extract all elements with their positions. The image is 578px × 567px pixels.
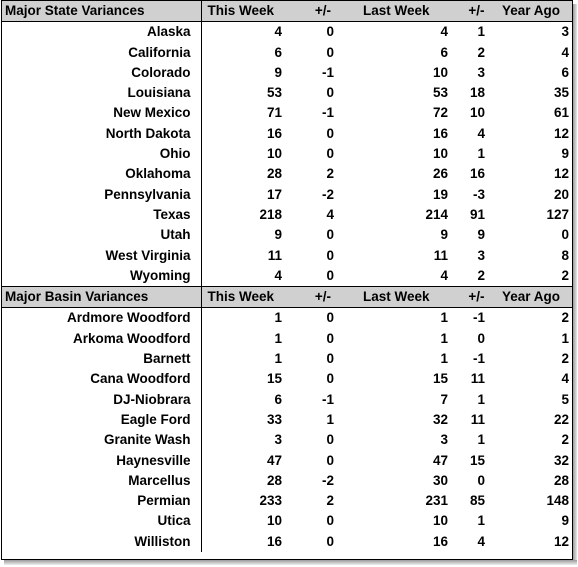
this-week-value: 47 [266, 452, 282, 468]
year-change-value: 11 [470, 411, 485, 427]
this-week-value: 16 [266, 533, 282, 549]
this-week-value: 1 [274, 330, 282, 346]
state-section [2, 1, 572, 287]
state-header-row [2, 1, 572, 22]
state-row [2, 144, 572, 164]
week-change-value: 0 [326, 351, 334, 367]
year-change-value: 18 [469, 85, 485, 101]
basin-header-row [2, 287, 572, 308]
state-row [2, 266, 572, 287]
year-ago-value: 0 [561, 227, 569, 243]
year-change-value: 4 [477, 533, 485, 549]
year-change-value: 1 [477, 513, 485, 529]
week-change-value: 0 [326, 85, 334, 101]
col-header-year-change: +/- [454, 287, 499, 308]
year-change-value: 4 [477, 125, 485, 141]
row-name: Eagle Ford [2, 410, 201, 430]
this-week-value: 10 [266, 513, 282, 529]
row-name: Haynesville [2, 451, 201, 471]
row-name: New Mexico [2, 103, 201, 123]
week-change-value: 1 [326, 411, 334, 427]
rig-count-table-image [1, 0, 573, 560]
year-ago-value: 148 [546, 493, 569, 509]
row-name: Colorado [2, 63, 201, 83]
this-week-value: 28 [266, 472, 282, 488]
basin-row [2, 430, 572, 450]
last-week-value: 10 [432, 513, 448, 529]
last-week-value: 30 [432, 472, 448, 488]
last-week-value: 1 [440, 351, 448, 367]
week-change-value: 0 [326, 310, 334, 326]
col-header-year-ago: Year Ago [499, 287, 572, 308]
row-name: Ardmore Woodford [2, 308, 201, 329]
row-name: Arkoma Woodford [2, 329, 201, 349]
basin-section [2, 287, 572, 552]
state-row [2, 225, 572, 245]
row-name: Ohio [2, 144, 201, 164]
this-week-value: 4 [274, 24, 282, 40]
this-week-value: 71 [266, 105, 282, 121]
this-week-value: 17 [266, 186, 282, 202]
basin-row [2, 410, 572, 430]
year-ago-value: 9 [561, 513, 569, 529]
state-row [2, 83, 572, 103]
row-name: DJ-Niobrara [2, 390, 201, 410]
this-week-value: 11 [267, 247, 282, 263]
row-name: Utah [2, 225, 201, 245]
this-week-value: 15 [266, 371, 282, 387]
state-section-title: Major State Variances [2, 1, 201, 22]
basin-row [2, 329, 572, 349]
year-ago-value: 12 [553, 125, 569, 141]
this-week-value: 233 [259, 493, 282, 509]
year-ago-value: 6 [561, 64, 569, 80]
week-change-value: 0 [326, 533, 334, 549]
row-name: Marcellus [2, 471, 201, 491]
last-week-value: 214 [425, 206, 448, 222]
state-row [2, 205, 572, 225]
year-ago-value: 3 [561, 24, 569, 40]
this-week-value: 9 [274, 64, 282, 80]
col-header-last-week: Last Week [353, 287, 454, 308]
year-change-value: 0 [477, 472, 485, 488]
row-name: Permian [2, 491, 201, 511]
basin-row [2, 308, 572, 329]
year-change-value: 2 [477, 44, 485, 60]
year-change-value: -3 [472, 186, 485, 202]
year-change-value: 16 [469, 166, 485, 182]
year-change-value: 9 [477, 227, 485, 243]
year-ago-value: 61 [553, 105, 569, 121]
last-week-value: 26 [432, 166, 448, 182]
last-week-value: 231 [425, 493, 448, 509]
week-change-value: 0 [326, 227, 334, 243]
week-change-value: -1 [321, 105, 334, 121]
last-week-value: 53 [432, 85, 448, 101]
state-row [2, 103, 572, 123]
state-row [2, 43, 572, 63]
rig-count-table [2, 1, 572, 552]
this-week-value: 3 [274, 432, 282, 448]
week-change-value: -2 [321, 186, 334, 202]
last-week-value: 19 [432, 186, 448, 202]
year-change-value: 1 [477, 146, 485, 162]
basin-row [2, 511, 572, 531]
state-row [2, 185, 572, 205]
week-change-value: 0 [326, 267, 334, 283]
basin-row [2, 491, 572, 511]
week-change-value: 0 [326, 125, 334, 141]
col-header-week-change: +/- [293, 287, 353, 308]
year-ago-value: 2 [561, 267, 569, 283]
basin-row [2, 471, 572, 491]
row-name: Alaska [2, 22, 201, 43]
this-week-value: 16 [266, 125, 282, 141]
row-name: Williston [2, 532, 201, 552]
year-change-value: -1 [472, 310, 485, 326]
last-week-value: 7 [440, 391, 448, 407]
year-ago-value: 4 [561, 371, 569, 387]
week-change-value: -1 [321, 391, 334, 407]
last-week-value: 3 [440, 432, 448, 448]
last-week-value: 11 [433, 247, 448, 263]
col-header-last-week: Last Week [353, 1, 454, 22]
row-name: North Dakota [2, 124, 201, 144]
year-ago-value: 12 [553, 533, 569, 549]
year-ago-value: 2 [561, 351, 569, 367]
last-week-value: 32 [432, 411, 448, 427]
week-change-value: -2 [321, 472, 334, 488]
year-ago-value: 32 [553, 452, 569, 468]
state-row [2, 124, 572, 144]
year-change-value: 3 [477, 247, 485, 263]
last-week-value: 15 [432, 371, 448, 387]
this-week-value: 4 [274, 267, 282, 283]
last-week-value: 4 [440, 24, 448, 40]
week-change-value: 0 [326, 24, 334, 40]
year-change-value: 91 [469, 206, 485, 222]
this-week-value: 6 [274, 391, 282, 407]
year-change-value: 1 [477, 391, 485, 407]
year-ago-value: 1 [561, 330, 569, 346]
this-week-value: 9 [274, 227, 282, 243]
row-name: Cana Woodford [2, 369, 201, 389]
this-week-value: 218 [259, 206, 282, 222]
year-ago-value: 9 [561, 146, 569, 162]
basin-row [2, 390, 572, 410]
year-ago-value: 22 [553, 411, 569, 427]
this-week-value: 10 [266, 146, 282, 162]
year-change-value: 15 [469, 452, 485, 468]
basin-row [2, 369, 572, 389]
row-name: Louisiana [2, 83, 201, 103]
last-week-value: 10 [432, 64, 448, 80]
year-ago-value: 35 [553, 85, 569, 101]
col-header-this-week: This Week [201, 287, 293, 308]
year-change-value: 10 [469, 105, 485, 121]
row-name: Wyoming [2, 266, 201, 287]
state-row [2, 246, 572, 266]
year-ago-value: 2 [561, 432, 569, 448]
year-change-value: 0 [477, 330, 485, 346]
row-name: West Virginia [2, 246, 201, 266]
this-week-value: 1 [274, 351, 282, 367]
year-ago-value: 20 [553, 186, 569, 202]
year-ago-value: 8 [561, 247, 569, 263]
last-week-value: 6 [440, 44, 448, 60]
row-name: Utica [2, 511, 201, 531]
row-name: California [2, 43, 201, 63]
last-week-value: 4 [440, 267, 448, 283]
year-change-value: 1 [477, 24, 485, 40]
week-change-value: 0 [326, 44, 334, 60]
year-ago-value: 28 [553, 472, 569, 488]
basin-row [2, 349, 572, 369]
this-week-value: 6 [274, 44, 282, 60]
col-header-week-change: +/- [293, 1, 353, 22]
year-change-value: 1 [477, 432, 485, 448]
basin-row [2, 532, 572, 552]
row-name: Pennsylvania [2, 185, 201, 205]
last-week-value: 16 [432, 125, 448, 141]
year-ago-value: 12 [553, 166, 569, 182]
basin-row [2, 451, 572, 471]
last-week-value: 72 [432, 105, 448, 121]
drop-shadow-right [573, 4, 577, 564]
week-change-value: 0 [326, 432, 334, 448]
year-ago-value: 127 [546, 206, 569, 222]
this-week-value: 53 [266, 85, 282, 101]
row-name: Texas [2, 205, 201, 225]
last-week-value: 10 [432, 146, 448, 162]
state-row [2, 164, 572, 184]
col-header-year-ago: Year Ago [499, 1, 572, 22]
this-week-value: 28 [266, 166, 282, 182]
last-week-value: 1 [440, 310, 448, 326]
week-change-value: 2 [326, 166, 334, 182]
drop-shadow-bottom [4, 560, 577, 565]
state-row [2, 22, 572, 43]
week-change-value: 0 [326, 371, 334, 387]
year-change-value: 85 [469, 493, 485, 509]
year-ago-value: 5 [561, 391, 569, 407]
year-ago-value: 2 [561, 310, 569, 326]
this-week-value: 33 [266, 411, 282, 427]
week-change-value: 4 [326, 206, 334, 222]
week-change-value: 0 [326, 247, 334, 263]
last-week-value: 1 [440, 330, 448, 346]
week-change-value: 0 [326, 452, 334, 468]
year-change-value: 11 [470, 371, 485, 387]
year-change-value: -1 [472, 351, 485, 367]
col-header-this-week: This Week [201, 1, 293, 22]
basin-section-title: Major Basin Variances [2, 287, 201, 308]
this-week-value: 1 [274, 310, 282, 326]
last-week-value: 47 [432, 452, 448, 468]
state-row [2, 63, 572, 83]
col-header-year-change: +/- [454, 1, 499, 22]
year-ago-value: 4 [561, 44, 569, 60]
year-change-value: 3 [477, 64, 485, 80]
last-week-value: 16 [432, 533, 448, 549]
week-change-value: 0 [326, 146, 334, 162]
week-change-value: -1 [321, 64, 334, 80]
last-week-value: 9 [440, 227, 448, 243]
week-change-value: 2 [326, 493, 334, 509]
row-name: Granite Wash [2, 430, 201, 450]
week-change-value: 0 [326, 330, 334, 346]
year-change-value: 2 [477, 267, 485, 283]
week-change-value: 0 [326, 513, 334, 529]
row-name: Barnett [2, 349, 201, 369]
row-name: Oklahoma [2, 164, 201, 184]
